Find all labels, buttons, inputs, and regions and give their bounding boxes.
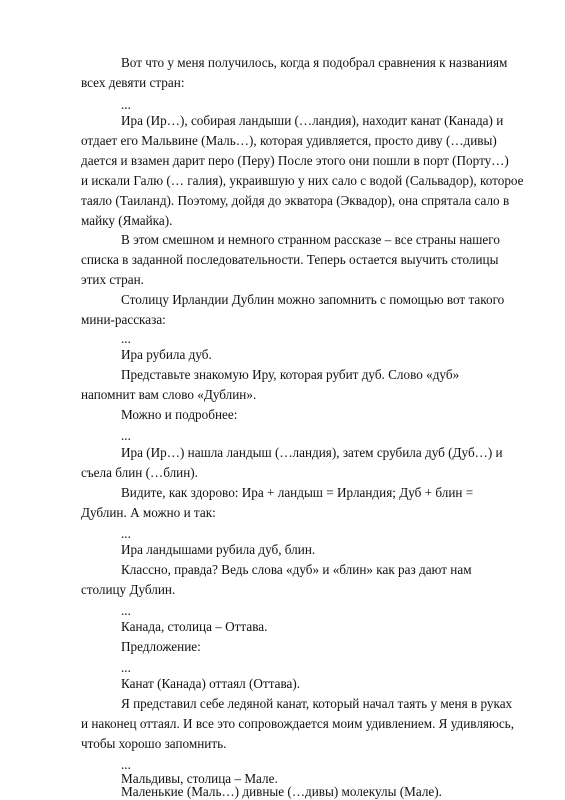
text-line: В этом смешном и немного странном рассказе – все страны нашего (121, 232, 500, 247)
text-line: чтобы хорошо запомнить. (81, 736, 227, 751)
text-line: Канат (Канада) оттаял (Оттава). (121, 676, 301, 691)
text-line: Представьте знакомую Иру, которая рубит дуб. Слово «дуб» (121, 367, 460, 382)
ellipsis-line: ... (121, 660, 131, 675)
text-line: Ира ландышами рубила дуб, блин. (121, 542, 316, 557)
ellipsis-line: ... (121, 526, 131, 541)
text-line: Ира (Ир…), собирая ландыши (…ландия), находит канат (Канада) и (121, 113, 504, 128)
text-line: майку (Ямайка). (81, 213, 173, 228)
ellipsis-line: ... (121, 603, 131, 618)
text-line: напомнит вам слово «Дублин». (81, 387, 257, 402)
ellipsis-line: ... (121, 331, 131, 346)
text-line: и наконец оттаял. И все это сопровождается моим удивлением. Я удивляюсь, (81, 716, 514, 731)
text-line: всех девяти стран: (81, 75, 185, 90)
text-line: Столицу Ирландии Дублин можно запомнить с помощью вот такого (121, 292, 505, 307)
text-line: Ира (Ир…) нашла ландыш (…ландия), затем срубила дуб (Дуб…) и (121, 445, 503, 460)
text-line: дается и взамен дарит перо (Перу) После этого они пошли в порт (Порту…) (81, 153, 509, 168)
text-line: столицу Дублин. (81, 582, 176, 597)
text-line: и искали Галю (… галия), украившую у них сало с водой (Сальвадор), которое (81, 173, 524, 188)
text-line: Предложение: (121, 639, 201, 654)
text-line: Маленькие (Маль…) дивные (…дивы) молекулы (Мале). (121, 784, 442, 799)
text-line: списка в заданной последовательности. Теперь остается выучить столицы (81, 252, 499, 267)
text-line: Канада, столица – Оттава. (121, 619, 268, 634)
ellipsis-line: ... (121, 97, 131, 112)
text-line: отдает его Мальвине (Маль…), которая удивляется, просто диву (…дивы) (81, 133, 497, 148)
text-line: Вот что у меня получилось, когда я подобрал сравнения к названиям (121, 55, 508, 70)
text-line: мини-рассказа: (81, 312, 166, 327)
text-line: этих стран. (81, 272, 144, 287)
text-line: Мальдивы, столица – Мале. (121, 771, 278, 786)
text-line: Классно, правда? Ведь слова «дуб» и «блин» как раз дают нам (121, 562, 472, 577)
ellipsis-line: ... (121, 757, 131, 772)
ellipsis-line: ... (121, 428, 131, 443)
text-line: Дублин. А можно и так: (81, 505, 216, 520)
text-line: Можно и подробнее: (121, 407, 238, 422)
text-line: Видите, как здорово: Ира + ландыш = Ирландия; Дуб + блин = (121, 485, 474, 500)
text-line: таяло (Таиланд). Поэтому, дойдя до экватора (Эквадор), она спрятала сало в (81, 193, 510, 208)
text-line: Я представил себе ледяной канат, который начал таять у меня в руках (121, 696, 513, 711)
text-line: Ира рубила дуб. (121, 347, 212, 362)
text-line: съела блин (…блин). (81, 465, 198, 480)
